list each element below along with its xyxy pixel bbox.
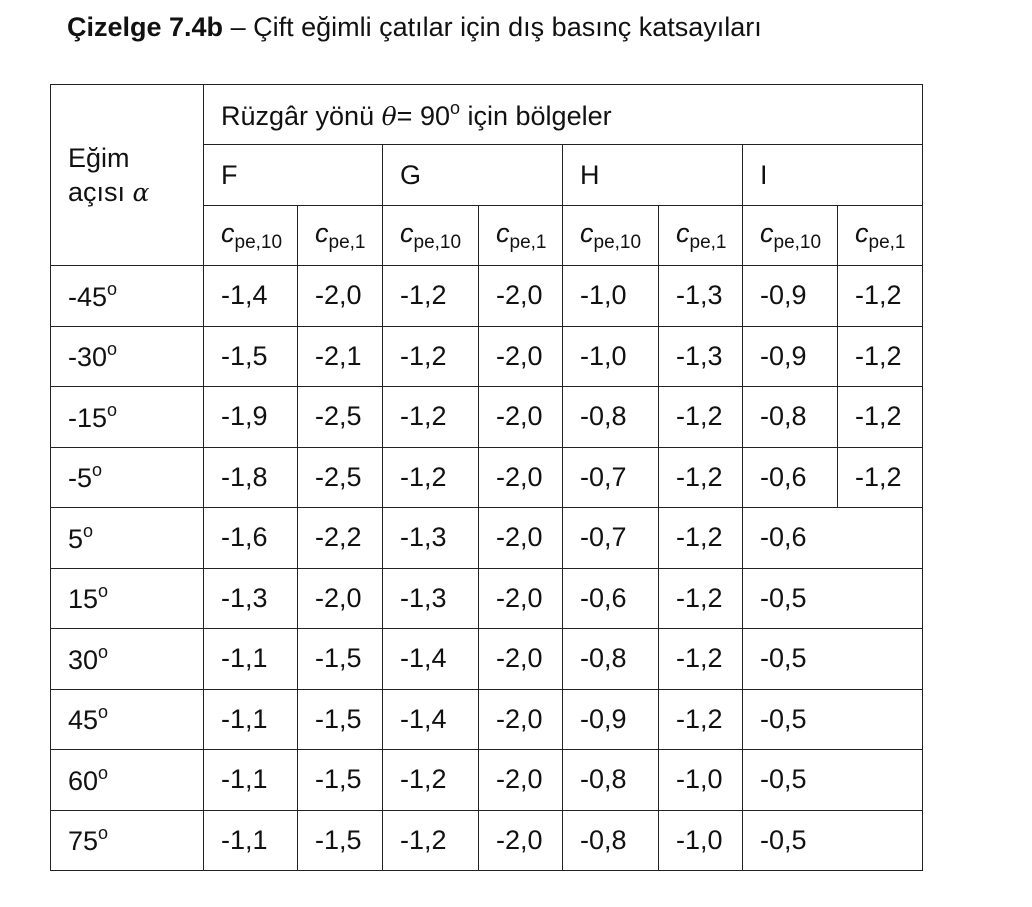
coef-header: $c_{pe,10}$ (204, 206, 298, 266)
coef-header: $c_{pe,1}$ (298, 206, 383, 266)
value-cell-F1: -1,5 (298, 689, 383, 750)
angle-label-line2: açısı (68, 176, 126, 207)
caption-separator: – (223, 12, 254, 42)
value-cell-H1: -1,2 (659, 508, 743, 569)
wind-label-suffix: için bölgeler (460, 100, 612, 131)
value-cell-F10: -1,1 (204, 750, 298, 811)
value-cell-F1: -2,5 (298, 447, 383, 508)
value-cell-G10: -1,4 (383, 689, 479, 750)
value-cell-H10: -0,8 (563, 750, 659, 811)
value-cell-I10: -0,6 (743, 447, 838, 508)
value-cell-G1: -2,0 (479, 568, 563, 629)
value-cell-H1: -1,2 (659, 689, 743, 750)
value-cell-H1: -1,2 (659, 568, 743, 629)
angle-cell: 75$^o$ (51, 810, 204, 871)
wind-label-prefix: Rüzgâr yönü (221, 100, 375, 131)
value-cell-G10: -1,2 (383, 750, 479, 811)
table-row (51, 508, 923, 569)
value-cell-G1: -2,0 (479, 810, 563, 871)
value-cell-I10: -0,9 (743, 266, 838, 327)
value-cell-H1: -1,2 (659, 387, 743, 448)
value-cell-I: -0,5 (743, 689, 923, 750)
value-cell-F10: -1,9 (204, 387, 298, 448)
wind-label-eq: = 90 (396, 100, 450, 131)
coef-header: $c_{pe,10}$ (743, 206, 838, 266)
value-cell-F1: -2,0 (298, 266, 383, 327)
value-cell-G10: -1,2 (383, 387, 479, 448)
angle-cell: -5$^o$ (51, 447, 204, 508)
value-cell-F10: -1,1 (204, 689, 298, 750)
value-cell-H1: -1,0 (659, 810, 743, 871)
pressure-coefficient-table (50, 84, 923, 871)
value-cell-F10: -1,3 (204, 568, 298, 629)
value-cell-I: -0,6 (743, 508, 923, 569)
value-cell-F10: -1,8 (204, 447, 298, 508)
angle-cell: -30$^o$ (51, 326, 204, 387)
value-cell-I1: -1,2 (838, 266, 923, 327)
value-cell-H1: -1,2 (659, 629, 743, 690)
coef-header: $c_{pe,1}$ (479, 206, 563, 266)
caption-text: Çift eğimli çatılar için dış basınç katsayıları (253, 12, 762, 42)
value-cell-G10: -1,2 (383, 266, 479, 327)
value-cell-G10: -1,2 (383, 447, 479, 508)
angle-label-line1: Eğim (68, 142, 130, 173)
value-cell-F1: -1,5 (298, 750, 383, 811)
value-cell-F10: -1,1 (204, 629, 298, 690)
angle-cell: 45$^o$ (51, 689, 204, 750)
angle-cell: 15$^o$ (51, 568, 204, 629)
value-cell-H10: -0,8 (563, 629, 659, 690)
value-cell-F1: -2,2 (298, 508, 383, 569)
angle-cell: -45$^o$ (51, 266, 204, 327)
coef-header: $c_{pe,10}$ (383, 206, 479, 266)
alpha-symbol: α (132, 177, 150, 207)
value-cell-H10: -0,7 (563, 447, 659, 508)
value-cell-H10: -1,0 (563, 326, 659, 387)
value-cell-F1: -1,5 (298, 810, 383, 871)
value-cell-H1: -1,3 (659, 266, 743, 327)
value-cell-G10: -1,4 (383, 629, 479, 690)
table-row (51, 266, 923, 327)
value-cell-I1: -1,2 (838, 387, 923, 448)
value-cell-G10: -1,2 (383, 810, 479, 871)
value-cell-H1: -1,2 (659, 447, 743, 508)
coef-header: $c_{pe,1}$ (659, 206, 743, 266)
table-row (51, 568, 923, 629)
value-cell-F1: -2,5 (298, 387, 383, 448)
value-cell-F10: -1,1 (204, 810, 298, 871)
angle-column-header (51, 85, 204, 266)
value-cell-F1: -2,0 (298, 568, 383, 629)
value-cell-G1: -2,0 (479, 750, 563, 811)
value-cell-H1: -1,3 (659, 326, 743, 387)
value-cell-G1: -2,0 (479, 447, 563, 508)
table-caption (67, 12, 762, 43)
value-cell-I: -0,5 (743, 629, 923, 690)
value-cell-I: -0,5 (743, 750, 923, 811)
zone-header-H: H (563, 145, 743, 206)
table-row (51, 447, 923, 508)
header-row-direction (51, 85, 923, 145)
wind-direction-header (204, 85, 923, 145)
value-cell-H10: -0,9 (563, 689, 659, 750)
value-cell-G10: -1,3 (383, 508, 479, 569)
value-cell-I10: -0,8 (743, 387, 838, 448)
value-cell-G1: -2,0 (479, 266, 563, 327)
table-row (51, 689, 923, 750)
angle-cell: 5$^o$ (51, 508, 204, 569)
value-cell-H10: -0,6 (563, 568, 659, 629)
value-cell-F10: -1,5 (204, 326, 298, 387)
value-cell-H10: -1,0 (563, 266, 659, 327)
value-cell-I1: -1,2 (838, 326, 923, 387)
value-cell-H10: -0,8 (563, 810, 659, 871)
zone-header-I: I (743, 145, 923, 206)
table-row (51, 810, 923, 871)
coef-header: $c_{pe,10}$ (563, 206, 659, 266)
value-cell-G10: -1,3 (383, 568, 479, 629)
angle-cell: 60$^o$ (51, 750, 204, 811)
table-row (51, 326, 923, 387)
value-cell-F1: -1,5 (298, 629, 383, 690)
value-cell-G1: -2,0 (479, 629, 563, 690)
value-cell-F10: -1,4 (204, 266, 298, 327)
value-cell-I: -0,5 (743, 810, 923, 871)
table-row (51, 387, 923, 448)
value-cell-G10: -1,2 (383, 326, 479, 387)
value-cell-H10: -0,8 (563, 387, 659, 448)
value-cell-H10: -0,7 (563, 508, 659, 569)
value-cell-I10: -0,9 (743, 326, 838, 387)
angle-cell: 30$^o$ (51, 629, 204, 690)
zone-header-G: G (383, 145, 563, 206)
theta-symbol: θ (381, 101, 397, 131)
value-cell-F10: -1,6 (204, 508, 298, 569)
value-cell-G1: -2,0 (479, 689, 563, 750)
angle-cell: -15$^o$ (51, 387, 204, 448)
value-cell-I1: -1,2 (838, 447, 923, 508)
value-cell-I: -0,5 (743, 568, 923, 629)
table-row (51, 750, 923, 811)
coef-header: $c_{pe,1}$ (838, 206, 923, 266)
caption-label: Çizelge 7.4b (67, 12, 224, 42)
value-cell-G1: -2,0 (479, 387, 563, 448)
value-cell-G1: -2,0 (479, 326, 563, 387)
value-cell-F1: -2,1 (298, 326, 383, 387)
value-cell-H1: -1,0 (659, 750, 743, 811)
wind-degree: o (449, 97, 460, 118)
zone-header-F: F (204, 145, 383, 206)
table-row (51, 629, 923, 690)
value-cell-G1: -2,0 (479, 508, 563, 569)
